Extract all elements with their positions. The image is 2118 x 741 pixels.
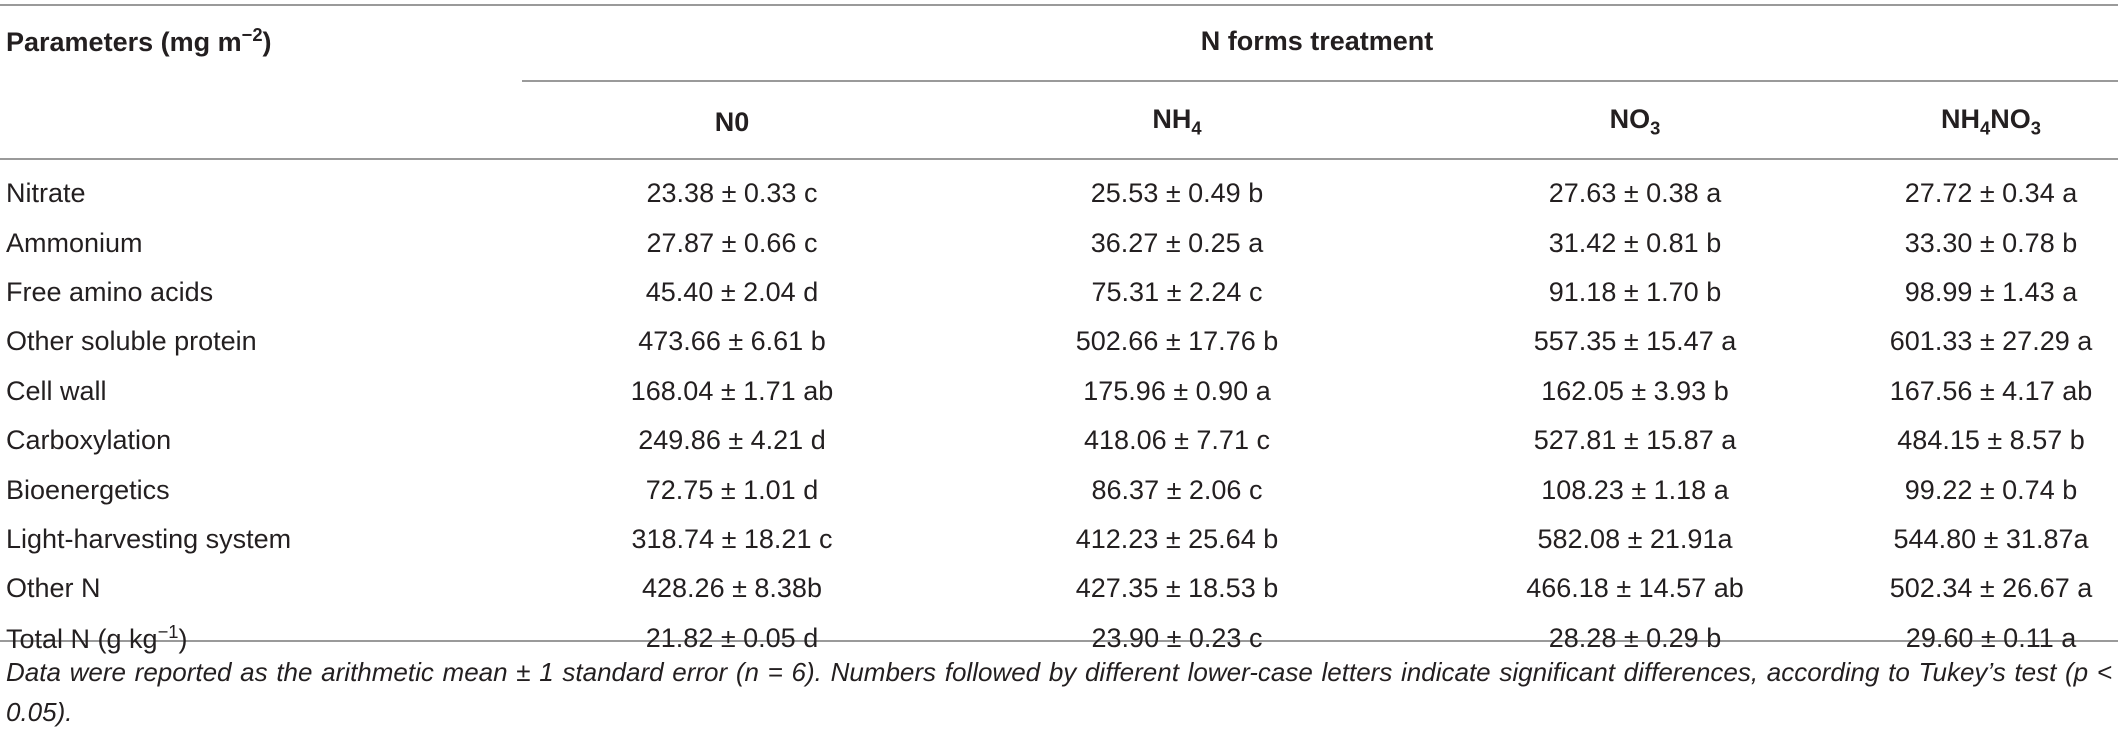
table-row: [0, 317, 2118, 366]
table-cell: 418.06 ± 7.71 c: [1084, 425, 1270, 456]
table-cell: 29.60 ± 0.11 a: [1905, 622, 2077, 653]
row-label: Free amino acids: [6, 276, 214, 307]
table-cell: 21.82 ± 0.05 d: [645, 622, 819, 653]
table-row: [0, 268, 2118, 317]
table-cell: 249.86 ± 4.21 d: [638, 425, 826, 456]
parameters-header-end: ): [262, 27, 272, 57]
table-cell: 175.96 ± 0.90 a: [1083, 375, 1271, 406]
row-label: Other N: [6, 573, 101, 604]
table-cell: 27.72 ± 0.34 a: [1904, 178, 2078, 209]
column-header-sub: 3: [2030, 117, 2041, 139]
table-cell: 72.75 ± 1.01 d: [645, 474, 819, 505]
table-cell: 466.18 ± 14.57 ab: [1526, 573, 1744, 604]
row-label: Other soluble protein: [6, 326, 257, 357]
parameters-header-text: Parameters (mg m: [6, 27, 242, 57]
empty-header-cell: [0, 82, 516, 162]
table-cell: 162.05 ± 3.93 b: [1541, 375, 1729, 406]
column-header-sub: 4: [1191, 117, 1202, 139]
table-cell: 557.35 ± 15.47 a: [1533, 326, 1737, 357]
table-cell: 167.56 ± 4.17 ab: [1889, 375, 2093, 406]
table-cell: 428.26 ± 8.38b: [642, 573, 822, 604]
table-cell: 544.80 ± 31.87a: [1893, 523, 2089, 554]
table-cell: 33.30 ± 0.78 b: [1904, 227, 2078, 258]
table-row: [0, 367, 2118, 416]
table-cell: 27.87 ± 0.66 c: [646, 227, 818, 258]
table-row: [0, 465, 2118, 514]
row-label-sup: −1: [157, 621, 179, 643]
table-cell: 27.63 ± 0.38 a: [1548, 178, 1722, 209]
row-label: Nitrate: [6, 178, 86, 209]
column-header-text: N0: [714, 106, 750, 137]
table-cell: 502.66 ± 17.76 b: [1075, 326, 1279, 357]
column-header-n0: [516, 82, 948, 162]
row-label: Bioenergetics: [6, 474, 170, 505]
row-label: Cell wall: [6, 375, 107, 406]
table-footnote: Data were reported as the arithmetic mean ± 1 standard error (n = 6). Numbers followed by different lower-case letters indicate significant differences, according to Tukey’s test (p < 0.05).: [6, 657, 2112, 727]
table-cell: 318.74 ± 18.21 c: [631, 523, 833, 554]
group-header: N forms treatment: [1200, 25, 1434, 56]
table-cell: 86.37 ± 2.06 c: [1091, 474, 1263, 505]
table-cell: 473.66 ± 6.61 b: [638, 326, 826, 357]
table-cell: 601.33 ± 27.29 a: [1889, 326, 2093, 357]
table-cell: 28.28 ± 0.29 b: [1548, 622, 1722, 653]
column-header-no3: [1406, 82, 1864, 162]
table-cell: 502.34 ± 26.67 a: [1889, 573, 2093, 604]
row-label-end: ): [178, 624, 188, 655]
table-cell: 31.42 ± 0.81 b: [1548, 227, 1722, 258]
column-header-nh4: [948, 82, 1406, 162]
table-cell: 99.22 ± 0.74 b: [1904, 474, 2078, 505]
parameters-header-sup: −2: [241, 24, 263, 45]
row-label: Ammonium: [6, 227, 143, 258]
column-header-text: NH: [1941, 104, 1981, 135]
table-cell: 23.38 ± 0.33 c: [646, 178, 818, 209]
column-header-text: NO: [1609, 104, 1651, 135]
table-cell: 45.40 ± 2.04 d: [645, 276, 819, 307]
table-row: [0, 416, 2118, 465]
table-cell: 91.18 ± 1.70 b: [1548, 276, 1722, 307]
table-cell: 168.04 ± 1.71 ab: [630, 375, 834, 406]
table-cell: 75.31 ± 2.24 c: [1091, 276, 1263, 307]
table-cell: 98.99 ± 1.43 a: [1904, 276, 2078, 307]
table-cell: 582.08 ± 21.91a: [1537, 523, 1733, 554]
column-header-sub: 3: [1650, 117, 1661, 139]
table-cell: 412.23 ± 25.64 b: [1075, 523, 1279, 554]
row-label: Carboxylation: [6, 425, 172, 456]
table-row: [0, 515, 2118, 564]
table-row: [0, 218, 2118, 267]
table-cell: 484.15 ± 8.57 b: [1897, 425, 2085, 456]
row-label-text: Total N (g kg: [6, 624, 158, 655]
table-cell: 36.27 ± 0.25 a: [1090, 227, 1264, 258]
table-cell: 108.23 ± 1.18 a: [1541, 474, 1729, 505]
column-header-nh4no3: [1864, 82, 2118, 162]
table-cell: 427.35 ± 18.53 b: [1075, 573, 1279, 604]
table-row: [0, 162, 2118, 218]
parameters-header: [0, 0, 516, 82]
table-cell: 25.53 ± 0.49 b: [1090, 178, 1264, 209]
table-cell: 527.81 ± 15.87 a: [1533, 425, 1737, 456]
column-header-text-mid: NO: [1990, 104, 2031, 135]
table-row: [0, 564, 2118, 613]
column-header-sub: 4: [1980, 117, 1991, 139]
table-cell: 23.90 ± 0.23 c: [1091, 622, 1263, 653]
row-label: Light-harvesting system: [6, 523, 292, 554]
column-header-text: NH: [1152, 104, 1192, 135]
header-row-columns: [0, 82, 2118, 162]
header-row-group: [0, 0, 2118, 82]
